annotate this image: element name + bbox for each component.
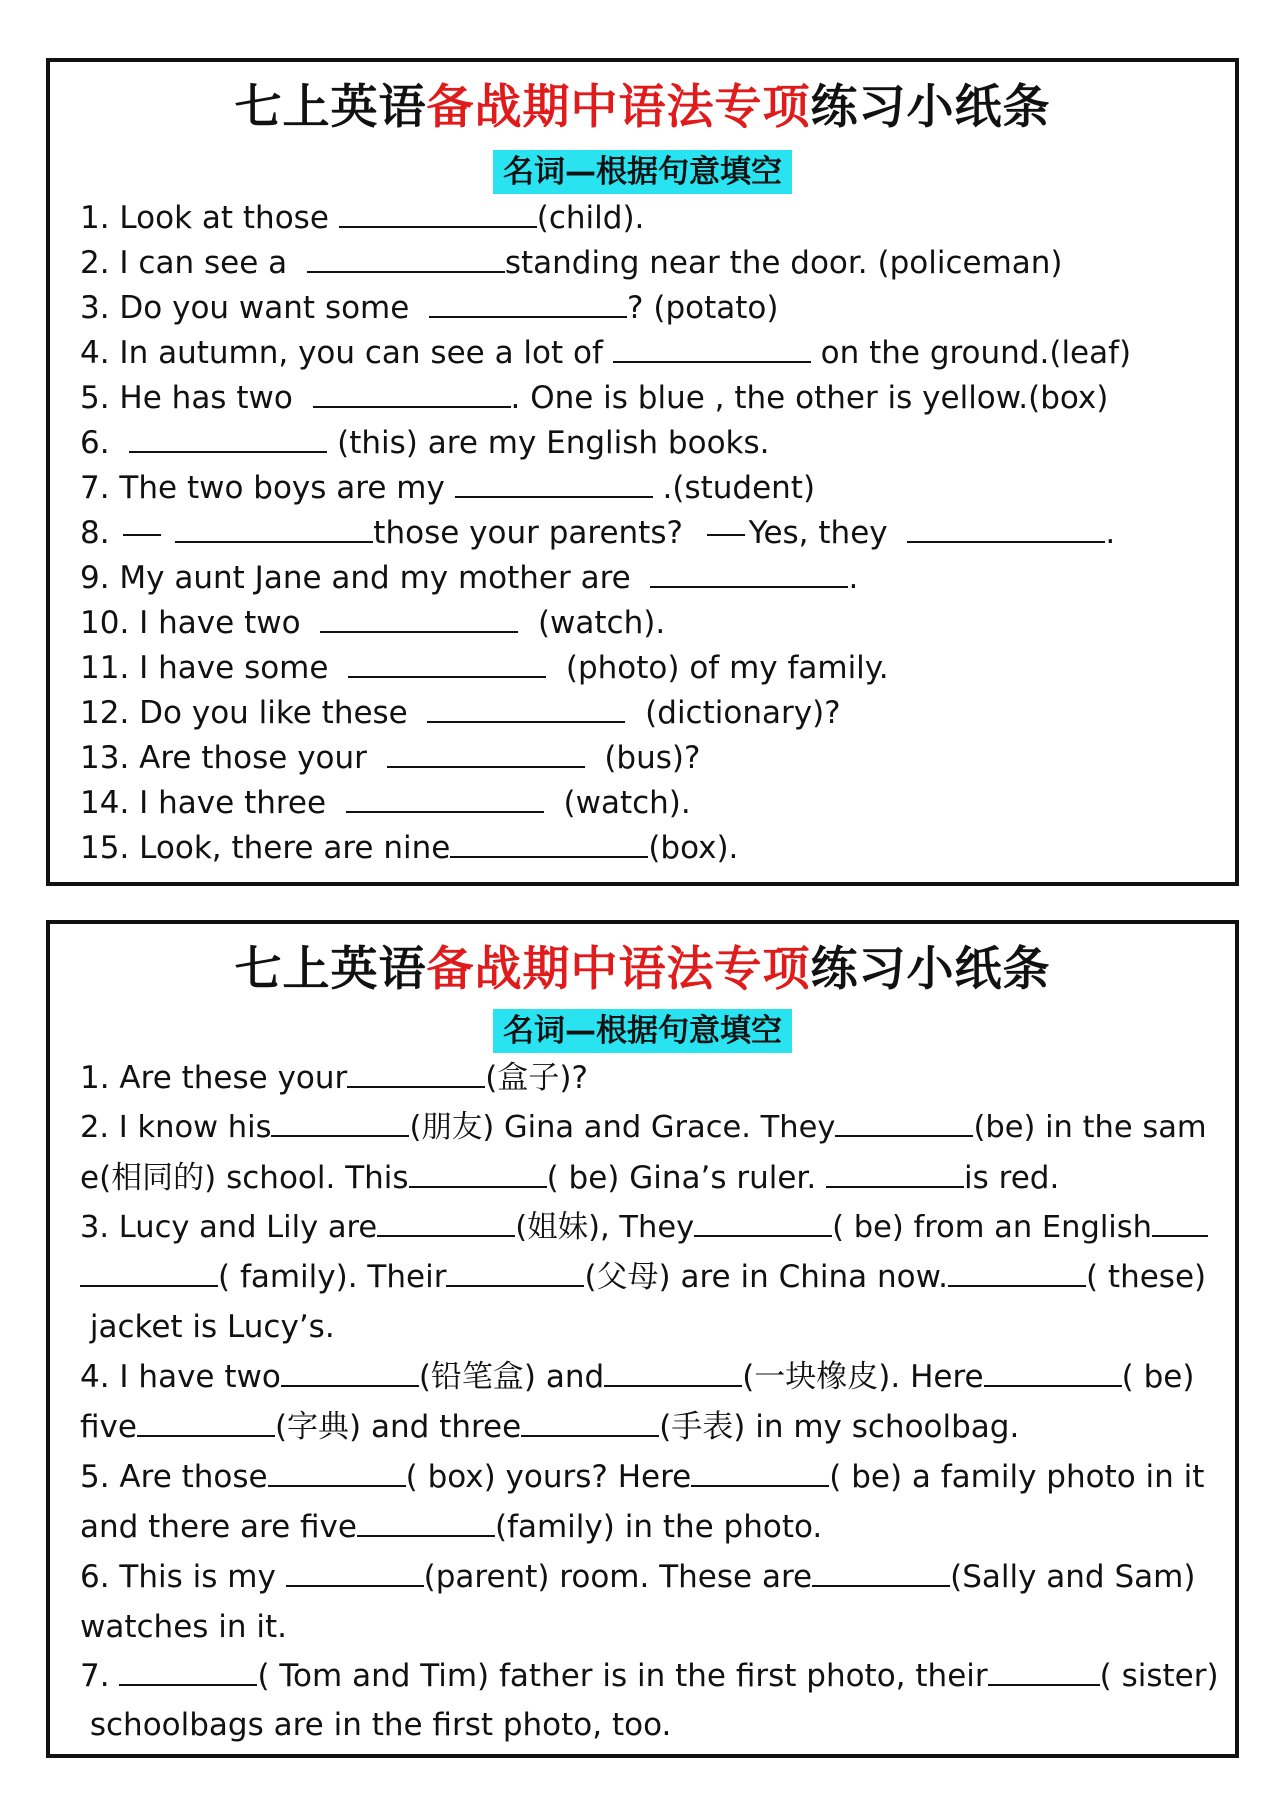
question-6: 6. (this) are my English books. [80,425,770,461]
card-title [50,940,1235,1000]
question-8: 8. those your parents? Yes, they . [80,515,1116,551]
answer-blank[interactable] [450,832,648,858]
question-11: 11. I have some (photo) of my family. [80,650,889,686]
answer-blank[interactable] [320,607,518,633]
answer-blank[interactable] [271,1111,409,1137]
answer-blank[interactable] [613,337,811,363]
answer-blank[interactable] [347,1062,485,1088]
answer-blank[interactable] [137,1411,275,1437]
answer-blank[interactable] [691,1461,829,1487]
passage-line-7: 4. I have two (铅笔盒) and (一块橡皮). Here ( be) [80,1359,1195,1395]
question-5: 5. He has two . One is blue , the other is yellow.(box) [80,380,1109,416]
question-12: 12. Do you like these (dictionary)? [80,695,841,731]
answer-blank[interactable] [286,1561,424,1587]
answer-blank[interactable] [307,247,505,273]
passage-line-8: five (字典) and three (手表) in my schoolbag. [80,1409,1020,1445]
question-13: 13. Are those your (bus)? [80,740,701,776]
question-1: 1. Look at those (child). [80,200,645,236]
answer-blank[interactable] [694,1211,832,1237]
card-title [50,78,1235,138]
answer-blank[interactable] [907,517,1105,543]
question-14: 14. I have three (watch). [80,785,691,821]
answer-blank[interactable] [1152,1211,1208,1237]
question-15: 15. Look, there are nine (box). [80,830,739,866]
answer-blank[interactable] [835,1111,973,1137]
question-9: 9. My aunt Jane and my mother are . [80,560,859,596]
answer-blank[interactable] [988,1660,1100,1686]
answer-blank[interactable] [446,1261,584,1287]
passage-line-10: and there are five (family) in the photo. [80,1509,823,1545]
section-subtitle: 名词—根据句意填空 [493,150,792,194]
answer-blank[interactable] [604,1361,742,1387]
passage-line-3: e(相同的) school. This ( be) Gina’s ruler. is red. [80,1160,1060,1196]
passage-line-6: jacket is Lucy’s. [80,1309,335,1345]
answer-blank[interactable] [339,202,537,228]
worksheet-card-2 [46,920,1239,1758]
passage-line-2: 2. I know his (朋友) Gina and Grace. They (be) in the sam [80,1110,1207,1145]
dialogue-dash [707,534,745,536]
title-part-black-2: 练习小纸条 [810,942,1051,997]
answer-blank[interactable] [812,1561,950,1587]
answer-blank[interactable] [119,1660,257,1686]
title-part-red: 备战期中语法专项 [426,80,811,135]
passage-line-11: 6. This is my (parent) room. These are (Sally and Sam) [80,1559,1196,1595]
answer-blank[interactable] [80,1261,218,1287]
title-part-black-2: 练习小纸条 [810,80,1051,135]
answer-blank[interactable] [357,1511,495,1537]
answer-blank[interactable] [175,517,373,543]
answer-blank[interactable] [429,292,627,318]
passage-line-14: schoolbags are in the first photo, too. [80,1707,672,1743]
answer-blank[interactable] [346,787,544,813]
answer-blank[interactable] [377,1211,515,1237]
answer-blank[interactable] [650,562,848,588]
answer-blank[interactable] [268,1461,406,1487]
answer-blank[interactable] [455,472,653,498]
answer-blank[interactable] [409,1162,547,1188]
passage-line-12: watches in it. [80,1609,288,1645]
answer-blank[interactable] [281,1361,419,1387]
question-2: 2. I can see a standing near the door. (policeman) [80,245,1063,281]
passage-line-5: ( family). Their (父母) are in China now. ( these) [80,1252,1220,1302]
section-subtitle: 名词—根据句意填空 [493,1009,792,1053]
answer-blank[interactable] [387,742,585,768]
answer-blank[interactable] [826,1162,964,1188]
question-7: 7. The two boys are my .(student) [80,470,816,506]
question-10: 10. I have two (watch). [80,605,666,641]
answer-blank[interactable] [948,1261,1086,1287]
worksheet-card-1 [46,58,1239,886]
title-part-red: 备战期中语法专项 [426,942,811,997]
title-part-black: 七上英语 [234,80,427,135]
answer-blank[interactable] [984,1361,1122,1387]
answer-blank[interactable] [427,697,625,723]
answer-blank[interactable] [521,1411,659,1437]
question-3: 3. Do you want some ? (potato) [80,290,779,326]
dialogue-dash [123,534,161,536]
question-4: 4. In autumn, you can see a lot of on the ground.(leaf) [80,335,1132,371]
passage-line-1: 1. Are these your (盒子)? [80,1060,588,1096]
answer-blank[interactable] [129,427,327,453]
title-part-black: 七上英语 [234,942,427,997]
answer-blank[interactable] [313,382,511,408]
answer-blank[interactable] [348,652,546,678]
passage-line-13: 7. ( Tom and Tim) father is in the first photo, their ( sister) [80,1658,1219,1694]
passage-line-4: 3. Lucy and Lily are (姐妹), They ( be) from an English [80,1203,1220,1253]
passage-line-9: 5. Are those ( box) yours? Here ( be) a family photo in it [80,1459,1205,1495]
